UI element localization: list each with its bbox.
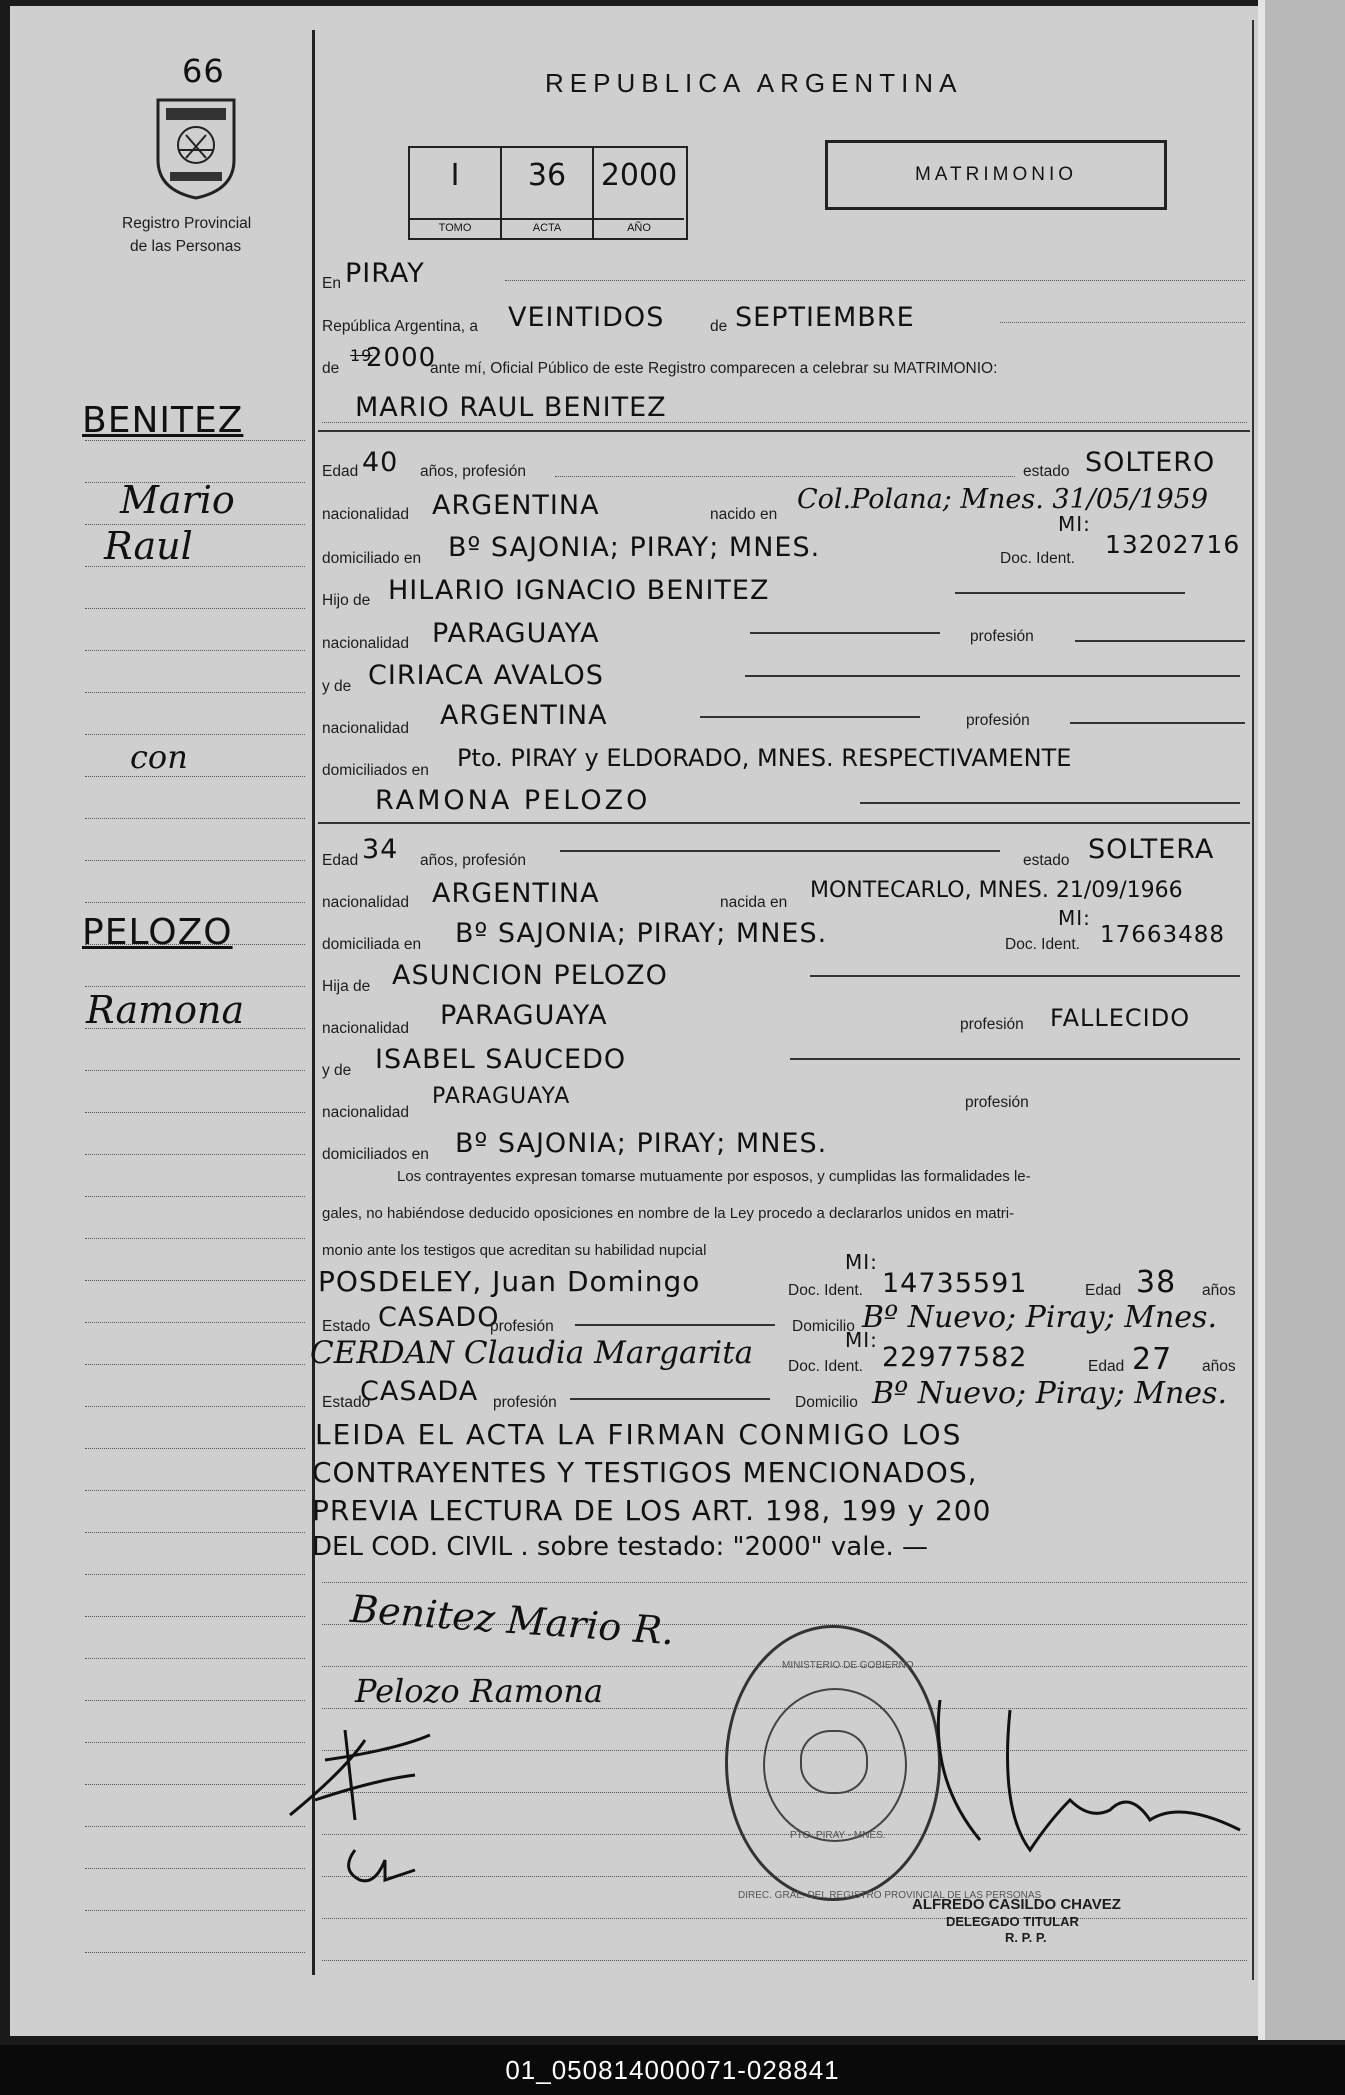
bride-hija-label: Hija de [322,978,371,995]
groom-mother-nat-label: nacionalidad [322,720,410,737]
groom-parents-domicile: Pto. PIRAY y ELDORADO, MNES. RESPECTIVAMENTE [457,744,1072,772]
groom-estado: SOLTERO [1085,447,1216,478]
bride-nacionalidad-label: nacionalidad [322,894,410,911]
witness1-doc: 14735591 [882,1268,1028,1299]
margin-ruled-line [85,1154,305,1155]
witness2-doc: 22977582 [882,1342,1028,1373]
groom-doc-label: Doc. Ident. [1000,550,1075,567]
witness2-edad-label: Edad [1088,1358,1125,1375]
en-label: En [322,275,341,292]
margin-ruled-line [85,1112,305,1113]
bride-father: ASUNCION PELOZO [392,960,668,991]
seal-place-text: PTO. PIRAY - MNES. [790,1830,886,1841]
bride-father-profession: FALLECIDO [1050,1004,1191,1032]
groom-nationality: ARGENTINA [432,490,600,521]
bride-edad-label: Edad [322,852,359,869]
groom-parents-dom-label: domiciliados en [322,762,429,779]
provincial-crest-icon [148,90,244,200]
bride-name-margin: Ramona [86,988,245,1032]
groom-hijo-label: Hijo de [322,592,371,609]
official-signature-icon [920,1690,1250,1870]
signature-ruled-line [322,1582,1247,1583]
witness2-name: CERDAN Claudia Margarita [310,1335,754,1371]
margin-ruled-line [85,1280,305,1281]
margin-ruled-line [85,734,305,735]
seal-outer-text: DIREC. GRAL. DEL REGISTRO PROVINCIAL DE LAS PERSONAS [738,1890,1042,1901]
margin-ruled-line [85,1910,305,1911]
witness2-profesion-label: profesión [493,1394,557,1411]
bride-parents-dom-label: domiciliados en [322,1146,429,1163]
groom-estado-label: estado [1023,463,1070,480]
groom-mother: CIRIACA AVALOS [368,660,604,691]
seal-crest-icon [800,1730,868,1794]
declaration-line2: gales, no habiéndose deducido oposiciones en nombre de la Ley procedo a declararlos unidos en matri- [322,1205,1015,1222]
book-edge [1265,0,1345,2040]
groom-section-rule [318,430,1250,432]
groom-edad-label: Edad [322,463,359,480]
connector-margin: con [130,738,188,776]
margin-ruled-line [85,1070,305,1071]
groom-nacido-label: nacido en [710,506,778,523]
witness1-domicile: Bº Nuevo; Piray; Mnes. [862,1300,1217,1335]
bride-parents-domicile: Bº SAJONIA; PIRAY; MNES. [455,1128,828,1159]
margin-ruled-line [85,1658,305,1659]
bride-estado: SOLTERA [1088,834,1215,865]
ano-label: AÑO [594,218,684,234]
margin-divider [312,30,315,1975]
bride-prof-dash [560,850,1000,852]
official-name: ALFREDO CASILDO CHAVEZ [912,1896,1121,1913]
bride-father-nat-label: nacionalidad [322,1020,410,1037]
ano-cell [594,148,684,238]
margin-ruled-line [85,1616,305,1617]
groom-nacionalidad-label: nacionalidad [322,506,410,523]
margin-ruled-line [85,1322,305,1323]
bride-surname-margin: PELOZO [82,912,233,953]
registry-name-line1: Registro Provincial [122,215,252,232]
official-title: DELEGADO TITULAR [946,1914,1079,1929]
seal-inner-text: MINISTERIO DE GOBIERNO [782,1660,914,1671]
witness2-anos-label: años [1202,1358,1236,1375]
margin-ruled-line [85,776,305,777]
signature-bride: Pelozo Ramona [355,1672,604,1710]
page-number: 66 [182,52,225,90]
act-type-box: MATRIMONIO [825,140,1167,210]
mother-nat-dash [700,716,920,718]
year-struck: 19 [350,346,373,365]
groom-father-nat-label: nacionalidad [322,635,410,652]
registry-name-line2: de las Personas [130,238,242,255]
father-prof-dash [1075,640,1245,642]
bride-mother-nationality: PARAGUAYA [432,1084,571,1109]
witness1-signature-icon [285,1720,435,1830]
groom-full-name: MARIO RAUL BENITEZ [355,392,667,423]
father-nat-dash [750,632,940,634]
bride-estado-label: estado [1023,852,1070,869]
groom-mother-nationality: ARGENTINA [440,700,608,731]
witness1-doc-label: Doc. Ident. [788,1282,863,1299]
margin-ruled-line [85,1952,305,1953]
image-id-footer: 01_050814000071-028841 [0,2045,1345,2095]
declaration-line3: monio ante los testigos que acreditan su habilidad nupcial [322,1242,707,1259]
bride-doc-prefix: MI: [1058,906,1091,930]
witness1-prof-dash [575,1324,775,1326]
tomo-label: TOMO [410,218,500,234]
margin-ruled-line [85,818,305,819]
margin-ruled-line [85,1196,305,1197]
witness1-age: 38 [1136,1265,1177,1300]
margin-ruled-line [85,986,305,987]
place-value: PIRAY [345,258,425,289]
witness1-profesion-label: profesión [490,1318,554,1335]
groom-name2-margin: Raul [104,524,193,568]
bride-y-de-label: y de [322,1062,352,1079]
groom-name-line [322,422,1247,423]
margin-ruled-line [85,608,305,609]
bride-nacida-label: nacida en [720,894,788,911]
bride-mother-prof-label: profesión [965,1094,1029,1111]
official-org: R. P. P. [1005,1930,1047,1945]
year-value: 2000 [366,343,437,373]
witness2-signature-icon [340,1840,420,1890]
tomo-value: I [450,158,460,193]
groom-age: 40 [362,447,399,478]
de2-label: de [322,360,340,377]
groom-father-dash [955,592,1185,594]
margin-ruled-line [85,1742,305,1743]
witness1-estado-label: Estado [322,1318,371,1335]
day-value: VEINTIDOS [508,302,665,333]
bride-nationality: ARGENTINA [432,878,600,909]
closing-line3: PREVIA LECTURA DE LOS ART. 198, 199 y 200 [312,1494,992,1527]
margin-ruled-line [85,650,305,651]
closing-line4: DEL COD. CIVIL . sobre testado: "2000" vale. — [312,1532,928,1562]
groom-doc: 13202716 [1105,530,1241,559]
bride-birth: MONTECARLO, MNES. 21/09/1966 [810,878,1183,903]
ante-text: ante mí, Oficial Público de este Registro comparecen a celebrar su MATRIMONIO: [430,360,998,377]
margin-ruled-line [85,692,305,693]
margin-ruled-line [85,1490,305,1491]
groom-domicilio-label: domiciliado en [322,550,422,567]
right-border [1252,20,1254,1980]
place-line [505,280,1245,281]
tomo-acta-ano-box [408,146,688,240]
bride-mother-dash [790,1058,1240,1060]
country-title: REPUBLICA ARGENTINA [545,68,963,98]
bride-mother: ISABEL SAUCEDO [375,1044,627,1075]
bride-father-dash [810,975,1240,977]
margin-ruled-line [85,1826,305,1827]
witness2-estado-label: Estado [322,1394,371,1411]
republica-label: República Argentina, a [322,318,478,335]
margin-ruled-line [85,1238,305,1239]
witness2-domicile: Bº Nuevo; Piray; Mnes. [872,1376,1227,1411]
acta-cell [502,148,594,238]
witness2-doc-prefix: MI: [845,1328,878,1352]
margin-ruled-line [85,860,305,861]
witness1-domicilio-label: Domicilio [792,1318,855,1335]
signature-groom: Benitez Mario R. [348,1586,676,1654]
margin-ruled-line [85,1574,305,1575]
witness1-estado: CASADO [378,1302,500,1333]
groom-mother-prof-label: profesión [966,712,1030,729]
groom-doc-prefix: MI: [1058,512,1091,536]
tomo-cell [410,148,502,238]
acta-value: 36 [527,158,567,193]
bride-full-name: RAMONA PELOZO [375,785,651,816]
bride-name-dash [860,802,1240,804]
witness1-doc-prefix: MI: [845,1250,878,1274]
witness1-name: POSDELEY, Juan Domingo [318,1265,701,1298]
bride-mother-nat-label: nacionalidad [322,1104,410,1121]
witness1-edad-label: Edad [1085,1282,1122,1299]
witness2-doc-label: Doc. Ident. [788,1358,863,1375]
groom-name1-margin: Mario [120,478,235,522]
de-label: de [710,318,728,335]
bride-domicilio-label: domiciliada en [322,936,422,953]
witness2-estado: CASADA [360,1376,479,1407]
bride-domicile: Bº SAJONIA; PIRAY; MNES. [455,918,828,949]
bride-age: 34 [362,834,399,865]
signature-ruled-line [322,1960,1247,1961]
bride-section-rule [318,822,1250,824]
groom-father: HILARIO IGNACIO BENITEZ [388,575,770,606]
witness2-prof-dash [570,1398,770,1400]
bride-doc-label: Doc. Ident. [1005,936,1080,953]
bride-doc: 17663488 [1100,922,1226,948]
margin-ruled-line [85,1784,305,1785]
margin-ruled-line [85,902,305,903]
mother-dash [745,675,1240,677]
margin-ruled-line [85,1364,305,1365]
witness2-domicilio-label: Domicilio [795,1394,858,1411]
groom-y-de-label: y de [322,678,352,695]
groom-domicile: Bº SAJONIA; PIRAY; MNES. [448,532,821,563]
margin-ruled-line [85,1532,305,1533]
groom-profesion-label: años, profesión [420,463,526,480]
groom-birth: Col.Polana; Mnes. 31/05/1959 [797,484,1209,515]
mother-prof-dash [1070,722,1245,724]
acta-label: ACTA [502,218,592,234]
bride-father-prof-label: profesión [960,1016,1024,1033]
groom-father-nationality: PARAGUAYA [432,618,600,649]
closing-line2: CONTRAYENTES Y TESTIGOS MENCIONADOS, [312,1456,978,1489]
signature-ruled-line [322,1918,1247,1919]
bride-profesion-label: años, profesión [420,852,526,869]
declaration-line1: Los contrayentes expresan tomarse mutuamente por esposos, y cumplidas las formalidades le- [397,1168,1031,1185]
month-line [1000,322,1245,323]
groom-father-prof-label: profesión [970,628,1034,645]
margin-ruled-line [85,1868,305,1869]
witness1-anos-label: años [1202,1282,1236,1299]
groom-profesion-line [555,476,1015,477]
groom-surname-margin: BENITEZ [82,400,244,441]
month-value: SEPTIEMBRE [735,302,915,333]
ano-value: 2000 [600,158,678,193]
margin-ruled-line [85,1448,305,1449]
closing-line1: LEIDA EL ACTA LA FIRMAN CONMIGO LOS [315,1418,963,1451]
margin-ruled-line [85,1406,305,1407]
bride-father-nationality: PARAGUAYA [440,1000,608,1031]
witness2-age: 27 [1132,1342,1173,1377]
margin-ruled-line [85,1700,305,1701]
